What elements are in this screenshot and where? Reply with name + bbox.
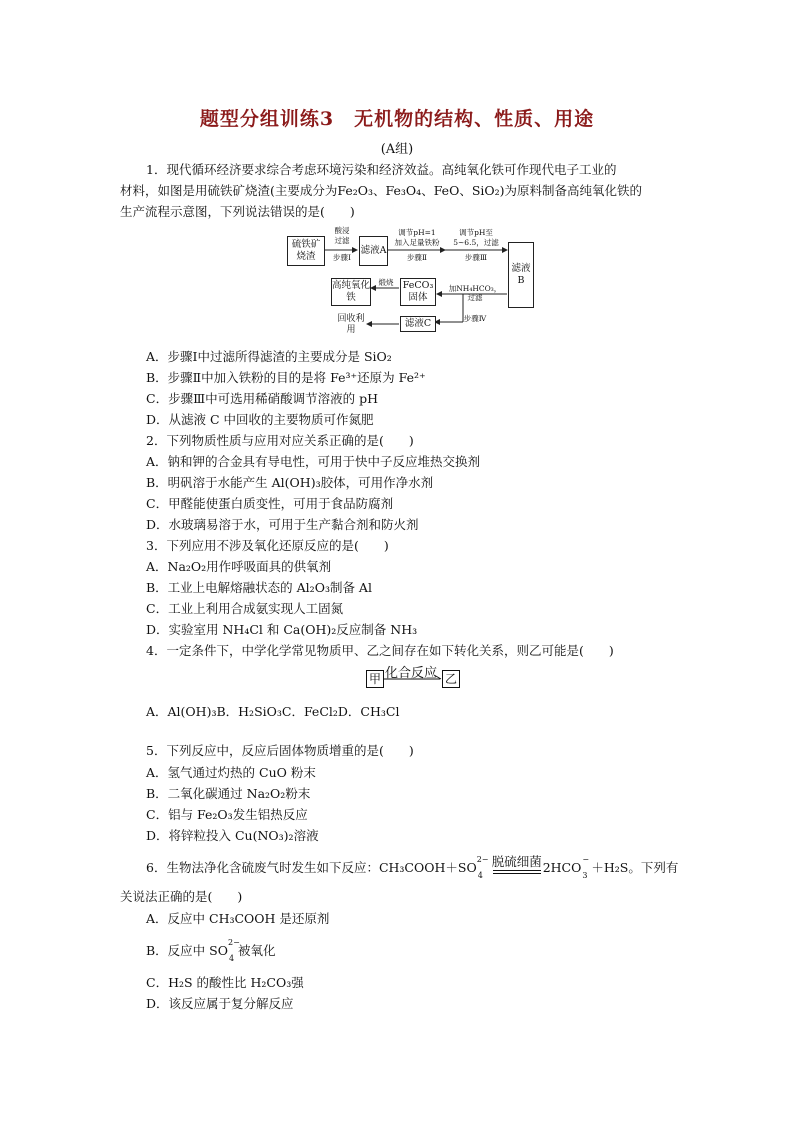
- q4-to-box: 乙: [442, 670, 460, 688]
- box-product: 高纯氧化铁: [331, 278, 371, 306]
- label-recycle: 回收利用: [337, 314, 365, 335]
- box-filtrate-c: 滤液C: [400, 316, 436, 332]
- q1-option-a: A．步骤Ⅰ中过滤所得滤渣的主要成分是 SiO₂: [146, 349, 392, 364]
- q6-stem-line2: 关说法正确的是( ): [120, 889, 243, 904]
- q3-option-a: A．Na₂O₂用作呼吸面具的供氧剂: [146, 559, 332, 574]
- q6-option-a: A．反应中 CH₃COOH 是还原剂: [146, 911, 330, 926]
- label-step2-mid: 加入足量铁粉: [394, 238, 440, 247]
- q6-option-b: [146, 938, 276, 963]
- box-filtrate-a: 滤液A: [359, 236, 388, 266]
- q6-hco3-charge: −: [582, 855, 590, 864]
- q1-option-d: D．从滤液 C 中回收的主要物质可作氮肥: [146, 412, 374, 427]
- process-flowchart: [285, 226, 535, 342]
- q4-options: A．Al(OH)₃B．H₂SiO₃C．FeCl₂D．CH₃Cl: [146, 704, 400, 719]
- q5-option-c: C．铝与 Fe₂O₃发生铝热反应: [146, 807, 308, 822]
- label-step1-top: 酸浸: [334, 226, 350, 235]
- q5-stem: 5．下列反应中，反应后固体物质增重的是( ): [146, 743, 414, 758]
- q6-optb-charge: 2−: [227, 938, 240, 947]
- label-step4: 步骤Ⅳ: [463, 314, 487, 323]
- label-step3-top: 调节pH至: [459, 228, 493, 237]
- label-step2: 步骤Ⅱ: [406, 253, 428, 262]
- q5-option-b: B．二氧化碳通过 Na₂O₂粉末: [146, 786, 311, 801]
- q6-so4-subscript: 4: [477, 871, 483, 880]
- q1-stem-line1: 1．现代循环经济要求综合考虑环境污染和经济效益。高纯氧化铁可作现代电子工业的: [146, 162, 617, 177]
- q6-option-b-post: 被氧化: [237, 943, 276, 958]
- q3-stem: 3．下列应用不涉及氧化还原反应的是( ): [146, 538, 389, 553]
- q2-stem: 2．下列物质性质与应用对应关系正确的是( ): [146, 433, 414, 448]
- box-feco3-solid: FeCO₃固体: [400, 278, 436, 306]
- q6-optb-subscript: 4: [228, 954, 235, 963]
- q4-arrow-label: 化合反应: [384, 666, 437, 681]
- q1-option-c: C．步骤Ⅲ中可选用稀硝酸调节溶液的 pH: [146, 391, 378, 406]
- group-label: (A组): [380, 142, 414, 157]
- q6-stem-pre: 6．生物法净化含硫废气时发生如下反应：CH₃COOH＋SO: [146, 860, 477, 875]
- q2-option-c: C．甲醛能使蛋白质变性，可用于食品防腐剂: [146, 496, 394, 511]
- label-calcine: 煅烧: [378, 278, 394, 287]
- label-step4-mid: 过滤: [467, 293, 483, 302]
- label-step3: 步骤Ⅲ: [464, 253, 488, 262]
- q1-stem-line2: 材料，如图是用硫铁矿烧渣(主要成分为Fe₂O₃、Fe₃O₄、FeO、SiO₂)为原料制备高纯氧化铁的: [120, 183, 643, 198]
- label-step4-top: 加NH₄HCO₃，: [448, 284, 502, 293]
- label-step1-mid: 过滤: [334, 236, 350, 245]
- label-step1: 步骤Ⅰ: [333, 253, 351, 262]
- q2-option-d: D．水玻璃易溶于水，可用于生产黏合剂和防火剂: [146, 517, 419, 532]
- q2-option-b: B．明矾溶于水能产生 Al(OH)₃胶体，可用作净水剂: [146, 475, 434, 490]
- q5-option-d: D．将锌粒投入 Cu(NO₃)₂溶液: [146, 828, 319, 843]
- q5-option-a: A．氢气通过灼热的 CuO 粉末: [146, 765, 316, 780]
- q1-option-b: B．步骤Ⅱ中加入铁粉的目的是将 Fe³⁺还原为 Fe²⁺: [146, 370, 426, 385]
- box-raw-material: 硫铁矿烧渣: [287, 236, 325, 266]
- q1-stem-line3: 生产流程示意图，下列说法错误的是( ): [120, 204, 355, 219]
- q4-from-box: 甲: [366, 670, 384, 688]
- q6-option-b-pre: B．反应中 SO: [146, 943, 228, 958]
- q3-option-b: B．工业上电解熔融状态的 Al₂O₃制备 Al: [146, 580, 372, 595]
- page-title: 题型分组训练3 无机物的结构、性质、用途: [199, 108, 595, 130]
- q6-stem-line1: [146, 854, 679, 880]
- q2-option-a: A．钠和钾的合金具有导电性，可用于快中子反应堆热交换剂: [146, 454, 481, 469]
- q6-option-c: C．H₂S 的酸性比 H₂CO₃强: [146, 975, 304, 990]
- q4-stem: 4．一定条件下，中学化学常见物质甲、乙之间存在如下转化关系，则乙可能是( ): [146, 643, 614, 658]
- box-filtrate-b: 滤液B: [508, 242, 534, 308]
- q6-arrow-label: 脱硫细菌: [491, 854, 542, 869]
- q6-hco3-subscript: 3: [582, 871, 588, 880]
- q6-stem-end: ＋H₂S。下列有: [591, 860, 679, 875]
- q6-so4-charge: 2−: [476, 855, 489, 864]
- q6-option-d: D．该反应属于复分解反应: [146, 996, 294, 1011]
- q3-option-d: D．实验室用 NH₄Cl 和 Ca(OH)₂反应制备 NH₃: [146, 622, 418, 637]
- label-step2-top: 调节pH=1: [398, 228, 436, 237]
- q3-option-c: C．工业上利用合成氨实现人工固氮: [146, 601, 344, 616]
- q4-arrow-icon: [384, 674, 442, 684]
- label-step3-mid: 5~6.5，过滤: [453, 238, 499, 247]
- q6-stem-post: 2HCO: [542, 860, 582, 875]
